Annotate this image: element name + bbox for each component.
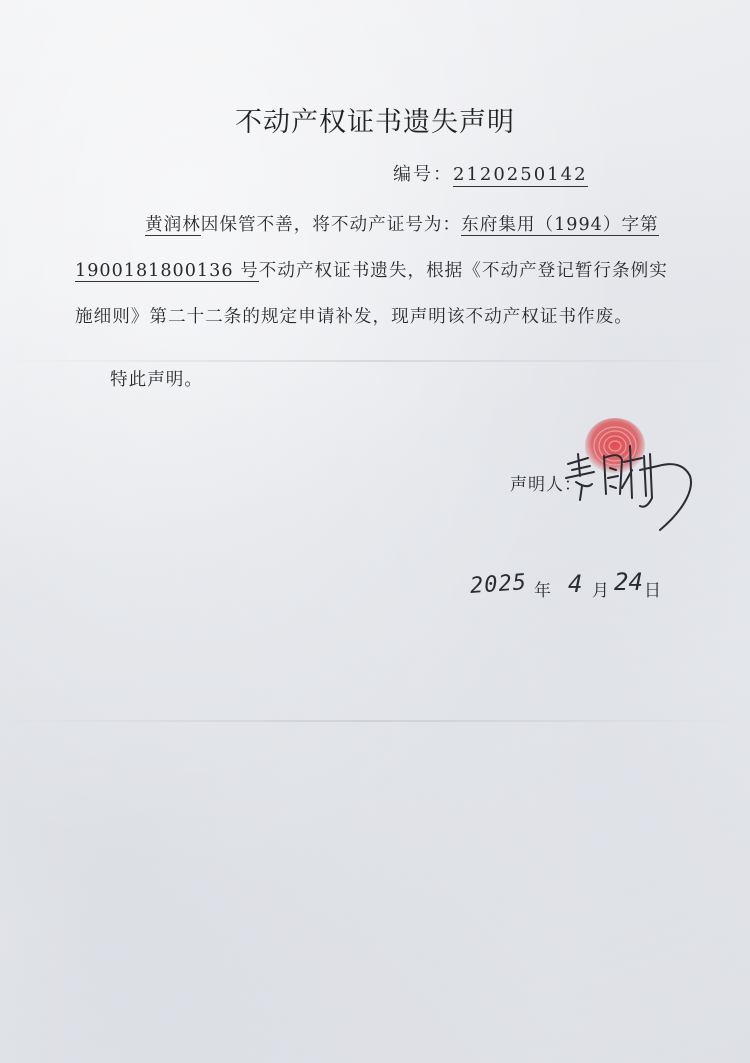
date-month: 4 [568,570,583,598]
certificate-prefix: 东府集用（1994）字第 [461,215,659,235]
closing-statement: 特此声明。 [110,370,203,390]
document-number [393,160,588,186]
document-number-label: 编号： [393,164,453,185]
statement-text-1: 因保管不善，将不动产证号为： [200,215,462,235]
owner-name: 黄润林 [145,215,201,235]
document-number-value: 2120250142 [453,164,588,185]
declarant-label: 声明人： [510,475,582,495]
certificate-number: 1900181800136 号 [75,261,259,281]
date-day-unit: 日 [644,581,661,601]
date-day: 24 [614,568,643,596]
date-year: 2025 [469,570,528,599]
date-month-unit: 月 [592,581,609,601]
paper-fold-line [0,720,750,722]
statement-paragraph [75,202,675,340]
paper-fold-line [0,360,750,362]
handwritten-signature [560,436,705,536]
statement-text-2: 不动产权证书遗失，根据《不动产登记暂行条例实施细则》第二十二条的规定申请补发，现声明该不动产权证书作废。 [75,261,668,327]
handwritten-date [468,560,678,620]
date-year-unit: 年 [534,581,551,601]
document-title: 不动产权证书遗失声明 [235,107,515,138]
